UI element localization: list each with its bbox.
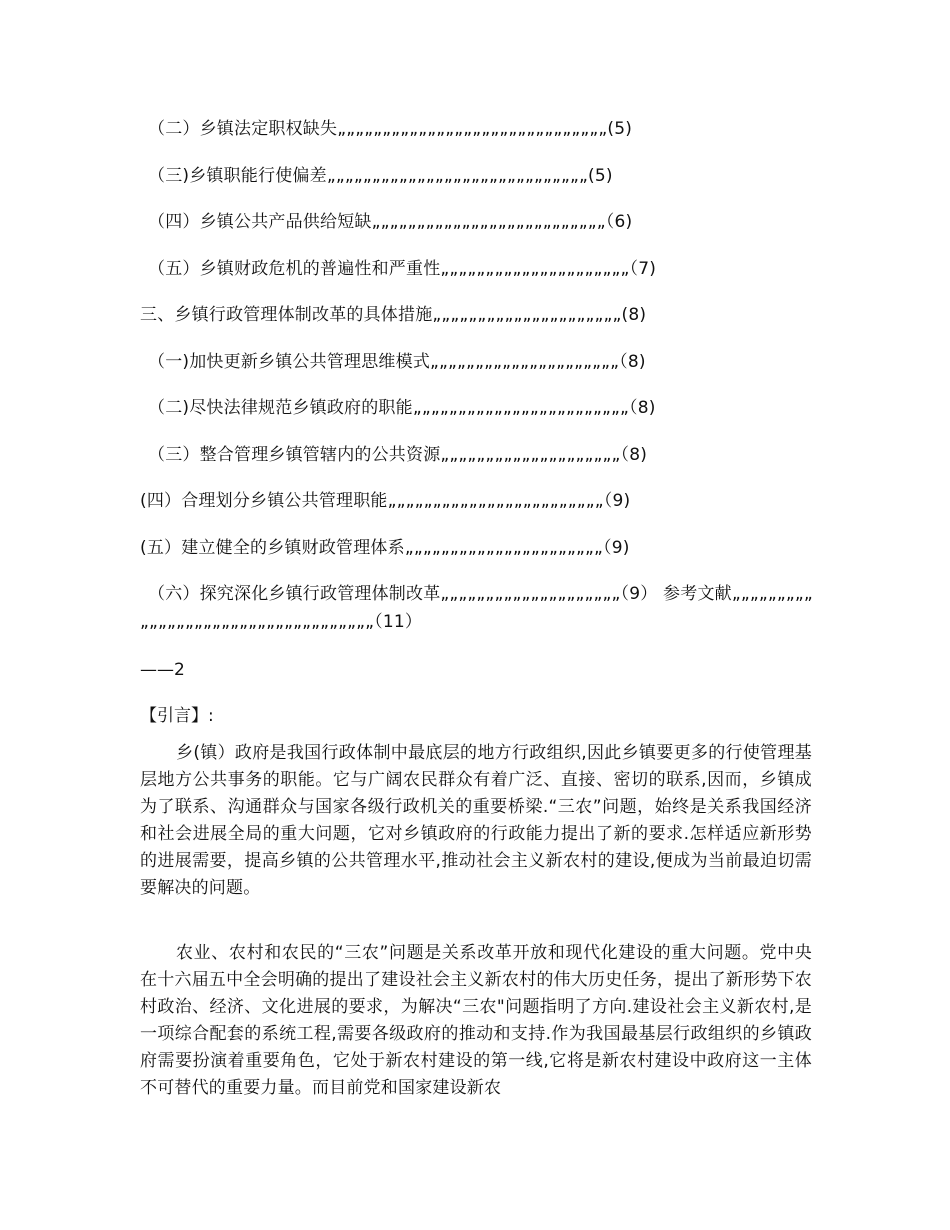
toc-item: (五）建立健全的乡镇财政管理体系„„„„„„„„„„„„„„„„„„„„„„（9): [140, 538, 630, 558]
toc-item: （二)尽快法律规范乡镇政府的职能„„„„„„„„„„„„„„„„„„„„„„„„（8): [148, 398, 656, 418]
toc-item: 三、乡镇行政管理体制改革的具体措施„„„„„„„„„„„„„„„„„„„„„(8): [140, 305, 647, 325]
toc-item: （六）探究深化乡镇行政管理体制改革„„„„„„„„„„„„„„„„„„„„（9） 参考文献„„„„„„„„„: [148, 584, 813, 604]
toc-item: „„„„„„„„„„„„„„„„„„„„„„„„„„（11）: [140, 612, 423, 632]
toc-item: （二）乡镇法定职权缺失„„„„„„„„„„„„„„„„„„„„„„„„„„„„„„(5): [148, 119, 633, 139]
toc-item: （三）整合管理乡镇管辖内的公共资源„„„„„„„„„„„„„„„„„„„„（8): [148, 445, 648, 465]
toc-item: （一)加快更新乡镇公共管理思维模式„„„„„„„„„„„„„„„„„„„„„（8): [148, 352, 646, 372]
body-paragraph: 农业、农村和农民的“三农”问题是关系改革开放和现代化建设的重大问题。党中央在十六届五中全会明确的提出了建设社会主义新农村的伟大历史任务，提出了新形势下农村政治、经济、文化进展的要求，为解决“三农"问题指明了方向.建设社会主义新农村,是一项综合配套的系统工程,需要各级政府的推动和支持.作为我国最基层行政组织的乡镇政府需要扮演着重要角色，它处于新农村建设的第一线,它将是新农村建设中政府这一主体不可替代的重要力量。而目前党和国家建设新农: [140, 943, 812, 1098]
intro-paragraph: 乡(镇）政府是我国行政体制中最底层的地方行政组织,因此乡镇要更多的行使管理基层地方公共事务的职能。它与广阔农民群众有着广泛、直接、密切的联系,因而，乡镇成为了联系、沟通群众与国家各级行政机关的重要桥梁.“三农”问题，始终是关系我国经济和社会进展全局的重大问题，它对乡镇政府的行政能力提出了新的要求.怎样适应新形势的进展需要，提高乡镇的公共管理水平,推动社会主义新农村的建设,便成为当前最迫切需要解决的问题。: [140, 743, 812, 898]
intro-heading: 【引言】:: [140, 706, 214, 726]
toc-item: （三)乡镇职能行使偏差„„„„„„„„„„„„„„„„„„„„„„„„„„„„„(5): [148, 166, 613, 186]
page-marker: ——2: [140, 660, 185, 680]
toc-item: (四）合理划分乡镇公共管理职能„„„„„„„„„„„„„„„„„„„„„„„„（9): [140, 491, 631, 511]
toc-item: （五）乡镇财政危机的普遍性和严重性„„„„„„„„„„„„„„„„„„„„„（7): [148, 259, 657, 279]
toc-item: （四）乡镇公共产品供给短缺„„„„„„„„„„„„„„„„„„„„„„„„„„（6): [148, 212, 633, 232]
